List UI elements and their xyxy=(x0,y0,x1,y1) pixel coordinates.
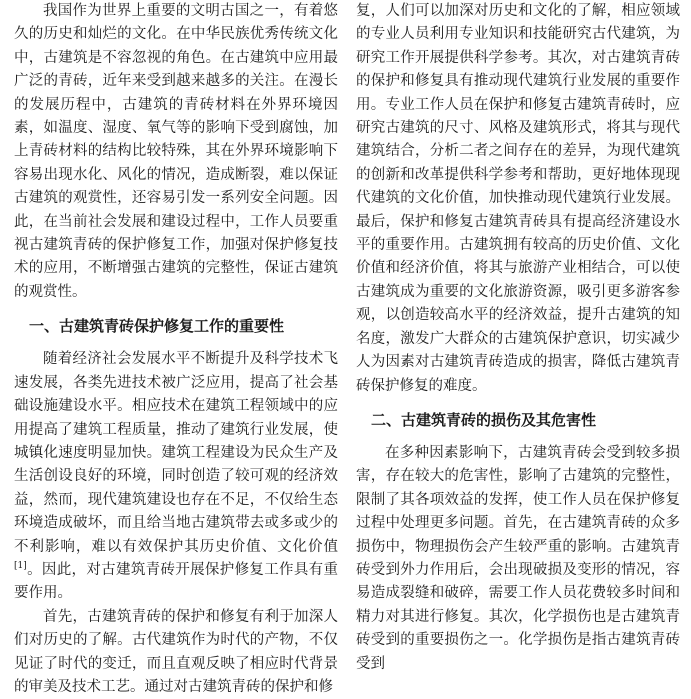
damage-paragraph: 在多种因素影响下，古建筑青砖会受到较多损害，存在较大的危害性，影响了古建筑的完整性，限制了其各项效益的发挥，使工作人员在保护修复过程中处理更多问题。首先，在古建筑青砖的众多损伤中，物理损伤会产生较严重的影响。古建筑青砖受到外力作用后，会出现破损及变形的情况，容易造成裂缝和破碎，需要工作人员花费较多时间和精力对其进行修复。其次，化学损伤也是古建筑青砖受到的重要损伤之一。化学损伤是指古建筑青砖受到 xyxy=(356,444,680,672)
importance-paragraph xyxy=(14,348,338,605)
history-paragraph-end: 复，人们可以加深对历史和文化的了解，相应领域的专业人员利用专业知识和技能研究古代建筑，为研究工作开展提供科学参考。其次，对古建筑青砖的保护和修复具有推动现代建筑行业发展的重要作用。专业工作人员在保护和修复古建筑青砖时，应研究古建筑的尺寸、风格及建筑形式，将其与现代建筑结合，分析二者之间存在的差异，为现代建筑的创新和改革提供科学参考和帮助，更好地体现现代建筑的文化价值，加快推动现代建筑行业发展。最后，保护和修复古建筑青砖具有提高经济建设水平的重要作用。古建筑拥有较高的历史价值、文化价值和经济价值，将其与旅游产业相结合，可以使古建筑成为重要的文化旅游资源，吸引更多游客参观，以创造较高水平的经济效益，提升古建筑的知名度，激发广大群众的古建筑保护意识，切实减少人为因素对古建筑青砖造成的损害，降低古建筑青砖保护修复的难度。 xyxy=(356,3,680,394)
left-column xyxy=(14,0,338,699)
history-paragraph-start: 首先，古建筑青砖的保护和修复有利于加深人们对历史的了解。古代建筑作为时代的产物，不仅见证了时代的变迁，而且直观反映了相应时代背景的审美及技术工艺。通过对古建筑青砖的保护和修 xyxy=(14,608,338,695)
right-column xyxy=(356,0,680,676)
citation-marker: [1] xyxy=(14,560,27,571)
importance-text-end: 。因此，对古建筑青砖开展保护修复工作具有重要作用。 xyxy=(14,561,338,602)
importance-text: 随着经济社会发展水平不断提升及科学技术飞速发展，各类先进技术被广泛应用，提高了社会基础设施建设水平。相应技术在建筑工程领域中的应用提高了建筑工程质量，推动了建筑行业发展，使城镇化速度明显加快。建筑工程建设为民众生产及生活创设良好的环境，同时创造了较可观的经济效益，然而，现代建筑建设也存在不足，不仅给生态环境造成破坏，而且给当地古建筑带去或多或少的不利影响，难以有效保护其历史价值、文化价值 xyxy=(14,351,338,555)
section-heading-2: 二、古建筑青砖的损伤及其危害性 xyxy=(371,410,597,429)
intro-paragraph: 我国作为世界上重要的文明古国之一，有着悠久的历史和灿烂的文化。在中华民族优秀传统文化中，古建筑是不容忽视的角色。在古建筑中应用最广泛的青砖，近年来受到越来越多的关注。在漫长的发展历程中，古建筑的青砖材料在外界环境因素，如温度、湿度、氧气等的影响下受到腐蚀，加上青砖材料的结构比较特殊，其在外界环境影响下容易出现水化、风化的情况，造成断裂，难以保证古建筑的观赏性，还容易引发一系列安全问题。因此，在当前社会发展和建设过程中，工作人员要重视古建筑青砖的保护修复工作，加强对保护修复技术的应用，不断增强古建筑的完整性，保证古建筑的观赏性。 xyxy=(14,3,338,300)
section-heading-1: 一、古建筑青砖保护修复工作的重要性 xyxy=(29,317,285,336)
